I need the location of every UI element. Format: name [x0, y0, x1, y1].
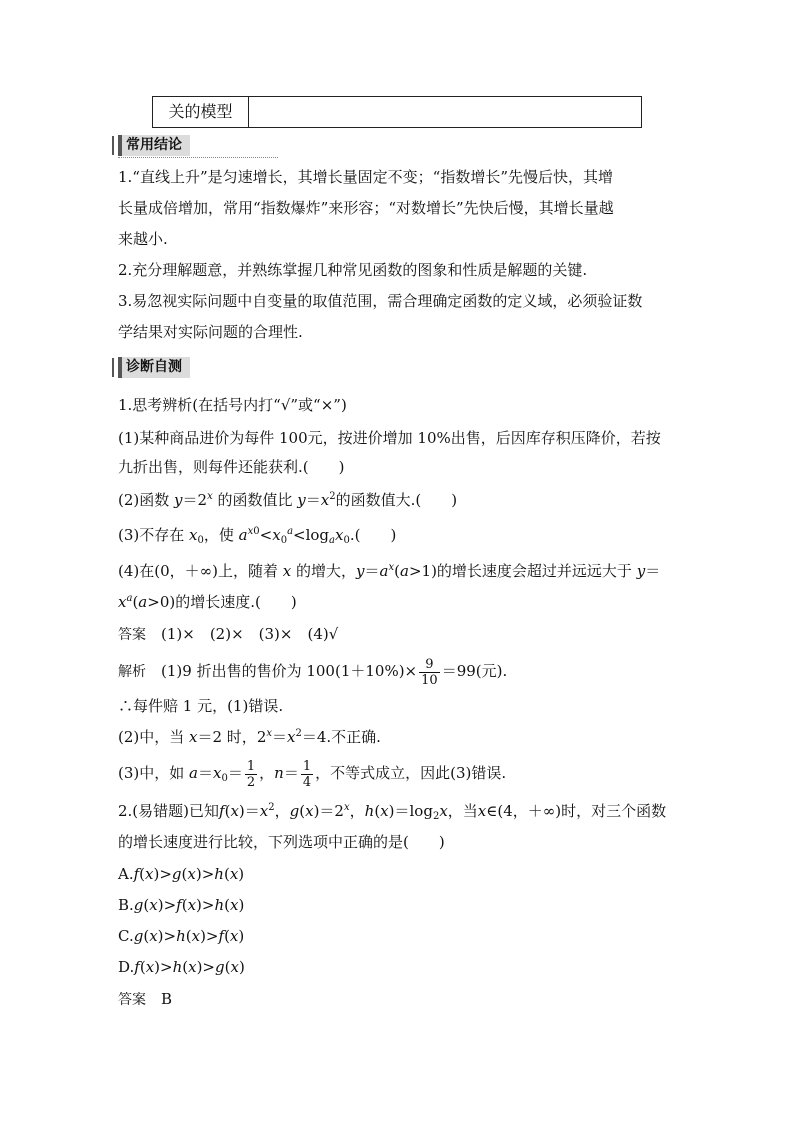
- question-1-title: 1.思考辨析(在括号内打“√”或“×”): [118, 396, 347, 414]
- section-heading-self-test: 诊断自测: [118, 357, 190, 378]
- question-1-2: (2)函数 $y=2^x$ 的函数值比 $y=x^2$的函数值大.( ): [118, 491, 458, 509]
- question-1-1-line-2: 九折出售，则每件还能获利.( ): [118, 458, 345, 476]
- conclusion-line-2: 长量成倍增加，常用“指数爆炸”来形容；“对数增长”先快后慢，其增长量越: [118, 199, 614, 217]
- section-heading-conclusions: 常用结论: [118, 135, 190, 156]
- conclusion-line-3: 来越小.: [118, 230, 168, 248]
- option-a: A.f(x)>g(x)>h(x): [118, 865, 245, 883]
- analysis-1: 解析 (1)9 折出售的售价为 100(1＋10%)× $\frac{9}{10}$ ＝99(元).: [118, 656, 508, 688]
- question-1-3: (3)不存在 $x_0$，使 $a^{x0}<x_0^a<\log_ax_0$.( ): [118, 526, 397, 546]
- conclusion-line-4: 2.充分理解题意，并熟练掌握几种常见函数的图象和性质是解题的关键.: [118, 261, 588, 279]
- conclusion-line-1: 1.“直线上升”是匀速增长，其增长量固定不变；“指数增长”先慢后快，其增: [118, 168, 613, 186]
- question-1-4-line-1: (4)在(0，＋∞)上，随着 x 的增大，$y=a^x(a>1)$的增长速度会超过并远远大于 y＝: [118, 562, 661, 580]
- question-1-4-line-2: $x^a(a>0)$的增长速度.( ): [118, 593, 297, 611]
- option-c: C.g(x)>h(x)>f(x): [118, 927, 245, 945]
- section-divider: [118, 157, 278, 158]
- answer-2: 答案 B: [118, 990, 173, 1008]
- answer-1: 答案 (1)× (2)× (3)× (4)√: [118, 625, 339, 643]
- question-2-line-1: 2.(易错题)已知$f(x)=x^2$，$g(x)=2^x$，$h(x)=\log_2x$，当x∈(4，＋∞)时，对三个函数: [118, 802, 667, 822]
- option-b: B.g(x)>f(x)>h(x): [118, 896, 245, 914]
- question-2-line-2: 的增长速度进行比较，下列选项中正确的是( ): [118, 833, 445, 851]
- option-d: D.f(x)>h(x)>g(x): [118, 958, 245, 976]
- conclusion-line-6: 学结果对实际问题的合理性.: [118, 323, 303, 341]
- model-table: [152, 96, 642, 128]
- fraction-9-10: $\frac{9}{10}$: [421, 656, 438, 688]
- analysis-2: ∴每件赔 1 元，(1)错误.: [118, 697, 284, 715]
- conclusion-line-5: 3.易忽视实际问题中自变量的取值范围，需合理确定函数的定义域，必须验证数: [118, 292, 643, 310]
- table-row-label: 关的模型: [153, 97, 249, 127]
- analysis-4: (3)中，如 $a=x_0=$ $\frac{1}{2}$ ，n＝ $\frac{1}{4}$ ，不等式成立，因此(3)错误.: [118, 758, 507, 790]
- fraction-1-2: $\frac{1}{2}$: [246, 758, 256, 790]
- fraction-1-4: $\frac{1}{4}$: [302, 758, 312, 790]
- analysis-3: (2)中，当 x＝2 时，$2^x=x^2=4$.不正确.: [118, 728, 381, 746]
- question-1-1-line-1: (1)某种商品进价为每件 100元，按进价增加 10%出售，后因库存积压降价，若按: [118, 429, 661, 447]
